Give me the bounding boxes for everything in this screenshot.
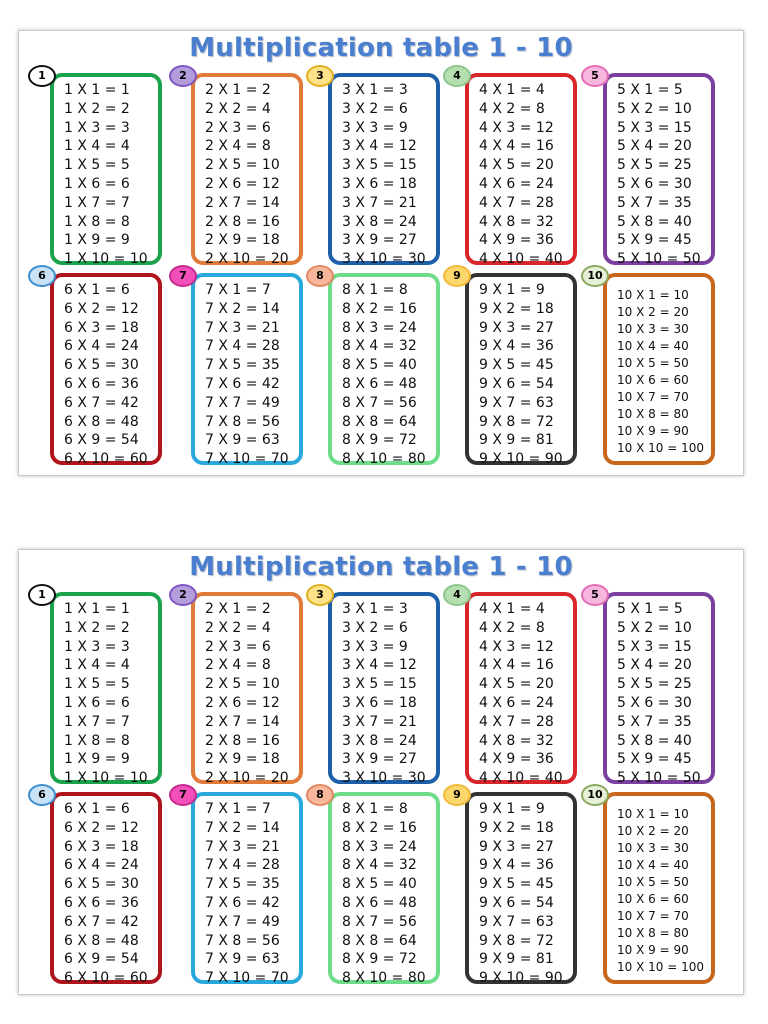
table-row: 7 X 9 = 63 <box>205 432 280 449</box>
table-row: 5 X 9 = 45 <box>617 751 692 768</box>
table-card-2 <box>191 592 303 787</box>
table-row: 4 X 5 = 20 <box>479 157 554 174</box>
table-row: 5 X 6 = 30 <box>617 694 692 711</box>
table-row: 8 X 3 = 24 <box>342 838 417 855</box>
table-row: 2 X 9 = 18 <box>205 751 280 768</box>
table-row: 6 X 9 = 54 <box>64 432 139 449</box>
table-row: 4 X 6 = 24 <box>479 175 554 192</box>
table-row: 9 X 2 = 18 <box>479 300 554 317</box>
table-row: 8 X 9 = 72 <box>342 951 417 968</box>
table-row: 3 X 7 = 21 <box>342 194 417 211</box>
table-row: 8 X 9 = 72 <box>342 432 417 449</box>
table-row: 1 X 10 = 10 <box>64 770 148 787</box>
table-row: 10 X 5 = 50 <box>617 875 689 889</box>
table-row: 2 X 8 = 16 <box>205 732 280 749</box>
table-row: 6 X 5 = 30 <box>64 876 139 893</box>
table-row: 9 X 3 = 27 <box>479 838 554 855</box>
table-row: 2 X 10 = 20 <box>205 251 289 268</box>
table-number-badge: 3 <box>306 65 334 87</box>
table-row: 10 X 7 = 70 <box>617 390 689 404</box>
table-row: 3 X 6 = 18 <box>342 175 417 192</box>
table-card-7 <box>191 273 303 468</box>
table-row: 8 X 3 = 24 <box>342 319 417 336</box>
table-row: 10 X 10 = 100 <box>617 441 704 455</box>
table-row: 9 X 8 = 72 <box>479 932 554 949</box>
table-row: 8 X 10 = 80 <box>342 451 426 468</box>
table-row: 3 X 4 = 12 <box>342 657 417 674</box>
multiplication-sheet-bottom <box>18 549 744 995</box>
table-row: 7 X 5 = 35 <box>205 357 280 374</box>
table-row: 7 X 4 = 28 <box>205 338 280 355</box>
table-row: 4 X 9 = 36 <box>479 751 554 768</box>
table-row: 4 X 5 = 20 <box>479 676 554 693</box>
table-rows <box>617 287 704 457</box>
table-row: 5 X 8 = 40 <box>617 732 692 749</box>
table-number-badge: 4 <box>443 584 471 606</box>
table-rows <box>205 600 289 788</box>
table-row: 4 X 6 = 24 <box>479 694 554 711</box>
table-number-badge: 10 <box>581 265 609 287</box>
table-row: 3 X 8 = 24 <box>342 732 417 749</box>
table-row: 3 X 6 = 18 <box>342 694 417 711</box>
table-row: 4 X 2 = 8 <box>479 619 545 636</box>
table-row: 10 X 8 = 80 <box>617 407 689 421</box>
table-row: 2 X 4 = 8 <box>205 138 271 155</box>
table-row: 1 X 3 = 3 <box>64 638 130 655</box>
table-card-1 <box>50 73 162 268</box>
table-rows <box>205 281 289 469</box>
table-row: 7 X 6 = 42 <box>205 894 280 911</box>
table-row: 10 X 8 = 80 <box>617 926 689 940</box>
table-row: 6 X 2 = 12 <box>64 300 139 317</box>
table-number-badge: 4 <box>443 65 471 87</box>
table-row: 7 X 4 = 28 <box>205 857 280 874</box>
table-row: 3 X 5 = 15 <box>342 676 417 693</box>
table-row: 2 X 2 = 4 <box>205 100 271 117</box>
table-row: 6 X 2 = 12 <box>64 819 139 836</box>
table-row: 7 X 5 = 35 <box>205 876 280 893</box>
table-row: 2 X 2 = 4 <box>205 619 271 636</box>
table-row: 3 X 8 = 24 <box>342 213 417 230</box>
table-row: 1 X 6 = 6 <box>64 694 130 711</box>
table-card-1 <box>50 592 162 787</box>
table-row: 8 X 4 = 32 <box>342 857 417 874</box>
table-number-badge: 6 <box>28 265 56 287</box>
table-row: 1 X 6 = 6 <box>64 175 130 192</box>
sheet-title: Multiplication table 1 - 10 <box>189 33 573 63</box>
table-row: 4 X 9 = 36 <box>479 232 554 249</box>
table-row: 8 X 7 = 56 <box>342 394 417 411</box>
table-row: 8 X 8 = 64 <box>342 932 417 949</box>
table-row: 9 X 2 = 18 <box>479 819 554 836</box>
table-row: 6 X 4 = 24 <box>64 338 139 355</box>
table-row: 4 X 8 = 32 <box>479 213 554 230</box>
table-row: 8 X 4 = 32 <box>342 338 417 355</box>
table-row: 9 X 1 = 9 <box>479 801 545 817</box>
table-row: 10 X 5 = 50 <box>617 356 689 370</box>
table-number-badge: 9 <box>443 784 471 806</box>
table-row: 8 X 10 = 80 <box>342 970 426 987</box>
table-row: 1 X 4 = 4 <box>64 657 130 674</box>
table-row: 5 X 4 = 20 <box>617 657 692 674</box>
table-rows <box>64 81 148 269</box>
sheet-title: Multiplication table 1 - 10 <box>189 552 573 582</box>
table-row: 7 X 1 = 7 <box>205 282 271 298</box>
table-row: 8 X 6 = 48 <box>342 894 417 911</box>
table-rows <box>479 800 563 988</box>
table-row: 1 X 4 = 4 <box>64 138 130 155</box>
table-number-badge: 8 <box>306 265 334 287</box>
table-rows <box>479 281 563 469</box>
table-row: 5 X 3 = 15 <box>617 119 692 136</box>
table-row: 4 X 7 = 28 <box>479 713 554 730</box>
table-rows <box>617 806 704 976</box>
table-number-badge: 9 <box>443 265 471 287</box>
table-row: 9 X 5 = 45 <box>479 876 554 893</box>
table-row: 9 X 4 = 36 <box>479 857 554 874</box>
table-number-badge: 6 <box>28 784 56 806</box>
table-card-5 <box>603 592 715 787</box>
table-row: 9 X 7 = 63 <box>479 394 554 411</box>
table-row: 6 X 7 = 42 <box>64 913 139 930</box>
table-row: 3 X 2 = 6 <box>342 619 408 636</box>
table-row: 6 X 8 = 48 <box>64 413 139 430</box>
table-rows <box>617 81 701 269</box>
table-row: 9 X 7 = 63 <box>479 913 554 930</box>
table-row: 5 X 8 = 40 <box>617 213 692 230</box>
table-row: 4 X 2 = 8 <box>479 100 545 117</box>
table-row: 6 X 7 = 42 <box>64 394 139 411</box>
table-card-6 <box>50 792 162 987</box>
table-row: 6 X 4 = 24 <box>64 857 139 874</box>
table-row: 4 X 10 = 40 <box>479 770 563 787</box>
table-row: 9 X 5 = 45 <box>479 357 554 374</box>
table-row: 2 X 5 = 10 <box>205 157 280 174</box>
table-row: 3 X 3 = 9 <box>342 119 408 136</box>
table-rows <box>64 281 148 469</box>
table-card-8 <box>328 792 440 987</box>
table-row: 6 X 9 = 54 <box>64 951 139 968</box>
table-rows <box>342 800 426 988</box>
table-row: 4 X 4 = 16 <box>479 657 554 674</box>
table-rows <box>64 800 148 988</box>
table-row: 1 X 8 = 8 <box>64 213 130 230</box>
table-number-badge: 5 <box>581 65 609 87</box>
table-row: 7 X 7 = 49 <box>205 913 280 930</box>
table-row: 8 X 1 = 8 <box>342 282 408 298</box>
table-row: 7 X 2 = 14 <box>205 819 280 836</box>
table-number-badge: 3 <box>306 584 334 606</box>
table-row: 2 X 8 = 16 <box>205 213 280 230</box>
table-row: 9 X 1 = 9 <box>479 282 545 298</box>
table-row: 2 X 9 = 18 <box>205 232 280 249</box>
table-row: 5 X 6 = 30 <box>617 175 692 192</box>
table-row: 1 X 3 = 3 <box>64 119 130 136</box>
table-row: 8 X 6 = 48 <box>342 375 417 392</box>
table-row: 6 X 10 = 60 <box>64 451 148 468</box>
table-row: 6 X 1 = 6 <box>64 282 130 298</box>
table-row: 10 X 7 = 70 <box>617 909 689 923</box>
table-row: 9 X 10 = 90 <box>479 451 563 468</box>
table-row: 8 X 5 = 40 <box>342 876 417 893</box>
table-card-4 <box>465 592 577 787</box>
table-row: 7 X 1 = 7 <box>205 801 271 817</box>
table-row: 1 X 8 = 8 <box>64 732 130 749</box>
table-row: 5 X 5 = 25 <box>617 676 692 693</box>
table-row: 10 X 9 = 90 <box>617 424 689 438</box>
table-row: 2 X 1 = 2 <box>205 82 271 98</box>
table-rows <box>342 81 426 269</box>
table-row: 5 X 1 = 5 <box>617 601 683 617</box>
table-row: 7 X 9 = 63 <box>205 951 280 968</box>
table-row: 2 X 4 = 8 <box>205 657 271 674</box>
table-row: 2 X 1 = 2 <box>205 601 271 617</box>
table-number-badge: 7 <box>169 784 197 806</box>
table-row: 5 X 7 = 35 <box>617 713 692 730</box>
table-row: 5 X 7 = 35 <box>617 194 692 211</box>
table-row: 3 X 9 = 27 <box>342 232 417 249</box>
table-card-3 <box>328 73 440 268</box>
table-rows <box>64 600 148 788</box>
table-row: 1 X 10 = 10 <box>64 251 148 268</box>
table-row: 3 X 7 = 21 <box>342 713 417 730</box>
table-row: 2 X 7 = 14 <box>205 194 280 211</box>
table-number-badge: 2 <box>169 584 197 606</box>
table-row: 8 X 7 = 56 <box>342 913 417 930</box>
table-card-5 <box>603 73 715 268</box>
table-row: 7 X 2 = 14 <box>205 300 280 317</box>
table-row: 1 X 7 = 7 <box>64 713 130 730</box>
table-number-badge: 8 <box>306 784 334 806</box>
table-card-9 <box>465 792 577 987</box>
table-rows <box>479 600 563 788</box>
table-row: 1 X 7 = 7 <box>64 194 130 211</box>
table-rows <box>205 800 289 988</box>
table-card-4 <box>465 73 577 268</box>
table-rows <box>205 81 289 269</box>
table-number-badge: 10 <box>581 784 609 806</box>
table-row: 5 X 2 = 10 <box>617 619 692 636</box>
table-card-3 <box>328 592 440 787</box>
table-row: 4 X 7 = 28 <box>479 194 554 211</box>
table-number-badge: 1 <box>28 584 56 606</box>
table-row: 10 X 4 = 40 <box>617 858 689 872</box>
multiplication-sheet-top <box>18 30 744 476</box>
table-row: 6 X 1 = 6 <box>64 801 130 817</box>
table-rows <box>479 81 563 269</box>
table-row: 2 X 5 = 10 <box>205 676 280 693</box>
table-card-7 <box>191 792 303 987</box>
table-row: 6 X 5 = 30 <box>64 357 139 374</box>
table-row: 4 X 1 = 4 <box>479 82 545 98</box>
table-row: 8 X 1 = 8 <box>342 801 408 817</box>
table-row: 3 X 1 = 3 <box>342 82 408 98</box>
table-row: 10 X 10 = 100 <box>617 960 704 974</box>
table-row: 3 X 2 = 6 <box>342 100 408 117</box>
table-row: 1 X 9 = 9 <box>64 751 130 768</box>
table-row: 6 X 6 = 36 <box>64 375 139 392</box>
table-row: 10 X 1 = 10 <box>617 288 689 302</box>
table-row: 10 X 2 = 20 <box>617 305 689 319</box>
table-row: 4 X 10 = 40 <box>479 251 563 268</box>
table-row: 5 X 10 = 50 <box>617 770 701 787</box>
table-row: 7 X 3 = 21 <box>205 319 280 336</box>
table-row: 7 X 7 = 49 <box>205 394 280 411</box>
table-row: 1 X 1 = 1 <box>64 82 130 98</box>
table-row: 1 X 5 = 5 <box>64 157 130 174</box>
table-row: 10 X 6 = 60 <box>617 892 689 906</box>
table-row: 2 X 6 = 12 <box>205 175 280 192</box>
table-row: 4 X 3 = 12 <box>479 119 554 136</box>
table-row: 6 X 10 = 60 <box>64 970 148 987</box>
table-row: 1 X 1 = 1 <box>64 601 130 617</box>
table-row: 5 X 4 = 20 <box>617 138 692 155</box>
table-row: 3 X 1 = 3 <box>342 601 408 617</box>
table-row: 3 X 10 = 30 <box>342 251 426 268</box>
table-row: 10 X 3 = 30 <box>617 322 689 336</box>
table-row: 8 X 5 = 40 <box>342 357 417 374</box>
table-row: 9 X 3 = 27 <box>479 319 554 336</box>
table-row: 3 X 3 = 9 <box>342 638 408 655</box>
table-row: 9 X 4 = 36 <box>479 338 554 355</box>
table-row: 3 X 9 = 27 <box>342 751 417 768</box>
table-row: 8 X 2 = 16 <box>342 300 417 317</box>
table-row: 10 X 2 = 20 <box>617 824 689 838</box>
table-row: 1 X 5 = 5 <box>64 676 130 693</box>
table-row: 6 X 6 = 36 <box>64 894 139 911</box>
table-row: 5 X 10 = 50 <box>617 251 701 268</box>
table-row: 9 X 6 = 54 <box>479 894 554 911</box>
table-row: 5 X 2 = 10 <box>617 100 692 117</box>
table-number-badge: 7 <box>169 265 197 287</box>
table-row: 8 X 2 = 16 <box>342 819 417 836</box>
table-row: 9 X 6 = 54 <box>479 375 554 392</box>
table-row: 1 X 2 = 2 <box>64 619 130 636</box>
table-row: 7 X 10 = 70 <box>205 970 289 987</box>
table-row: 2 X 10 = 20 <box>205 770 289 787</box>
table-row: 7 X 10 = 70 <box>205 451 289 468</box>
table-row: 10 X 9 = 90 <box>617 943 689 957</box>
table-card-8 <box>328 273 440 468</box>
table-row: 3 X 4 = 12 <box>342 138 417 155</box>
table-row: 10 X 3 = 30 <box>617 841 689 855</box>
table-row: 2 X 6 = 12 <box>205 694 280 711</box>
table-row: 10 X 1 = 10 <box>617 807 689 821</box>
table-card-6 <box>50 273 162 468</box>
table-row: 6 X 8 = 48 <box>64 932 139 949</box>
table-row: 9 X 8 = 72 <box>479 413 554 430</box>
table-row: 10 X 4 = 40 <box>617 339 689 353</box>
table-row: 10 X 6 = 60 <box>617 373 689 387</box>
table-row: 3 X 10 = 30 <box>342 770 426 787</box>
table-row: 7 X 3 = 21 <box>205 838 280 855</box>
table-rows <box>342 281 426 469</box>
table-row: 9 X 9 = 81 <box>479 432 554 449</box>
table-row: 3 X 5 = 15 <box>342 157 417 174</box>
table-row: 7 X 8 = 56 <box>205 413 280 430</box>
table-row: 5 X 3 = 15 <box>617 638 692 655</box>
table-row: 7 X 8 = 56 <box>205 932 280 949</box>
table-row: 4 X 4 = 16 <box>479 138 554 155</box>
table-row: 7 X 6 = 42 <box>205 375 280 392</box>
table-row: 5 X 5 = 25 <box>617 157 692 174</box>
table-row: 2 X 3 = 6 <box>205 638 271 655</box>
table-row: 6 X 3 = 18 <box>64 319 139 336</box>
table-row: 1 X 9 = 9 <box>64 232 130 249</box>
table-card-10 <box>603 792 715 984</box>
table-row: 4 X 8 = 32 <box>479 732 554 749</box>
table-number-badge: 1 <box>28 65 56 87</box>
table-row: 2 X 7 = 14 <box>205 713 280 730</box>
table-row: 2 X 3 = 6 <box>205 119 271 136</box>
table-row: 6 X 3 = 18 <box>64 838 139 855</box>
table-row: 4 X 3 = 12 <box>479 638 554 655</box>
table-row: 5 X 9 = 45 <box>617 232 692 249</box>
table-card-10 <box>603 273 715 465</box>
table-row: 1 X 2 = 2 <box>64 100 130 117</box>
table-row: 9 X 9 = 81 <box>479 951 554 968</box>
table-row: 4 X 1 = 4 <box>479 601 545 617</box>
table-card-9 <box>465 273 577 468</box>
table-row: 8 X 8 = 64 <box>342 413 417 430</box>
table-row: 9 X 10 = 90 <box>479 970 563 987</box>
table-number-badge: 5 <box>581 584 609 606</box>
table-rows <box>617 600 701 788</box>
table-row: 5 X 1 = 5 <box>617 82 683 98</box>
table-number-badge: 2 <box>169 65 197 87</box>
table-rows <box>342 600 426 788</box>
table-card-2 <box>191 73 303 268</box>
